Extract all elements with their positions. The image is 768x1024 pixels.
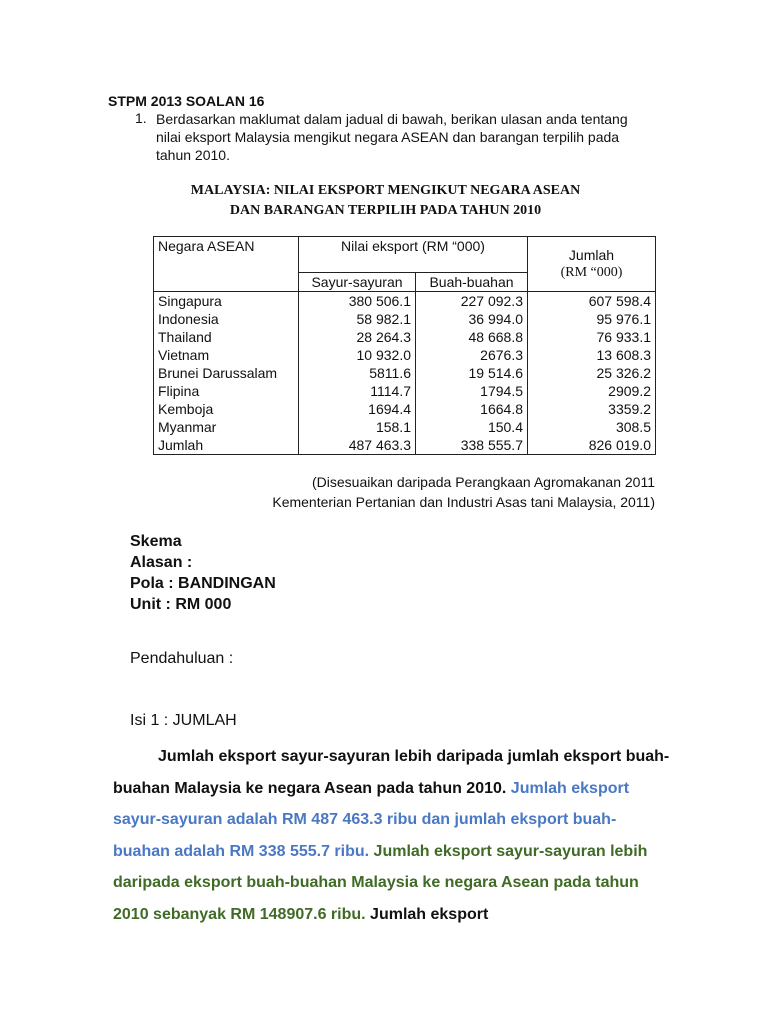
header-export-value: Nilai eksport (RM “000)	[299, 237, 528, 273]
export-table	[153, 236, 656, 455]
cell-country: Flipina	[154, 382, 299, 400]
answer-paragraph	[113, 741, 673, 930]
cell-country: Jumlah	[154, 436, 299, 455]
cell-fruits: 1664.8	[416, 400, 528, 418]
schema-reason: Alasan :	[130, 554, 193, 571]
cell-vegetables: 1114.7	[299, 382, 416, 400]
isi-label: Isi 1 : JUMLAH	[130, 712, 237, 729]
header-country: Negara ASEAN	[154, 237, 299, 292]
table-title	[108, 181, 663, 221]
cell-fruits: 1794.5	[416, 382, 528, 400]
paragraph-green-text: Jumlah eksport sayur-sayuran lebih daripada eksport buah-buahan Malaysia ke negara Asean pada tahun 2010 sebanyak RM 148907.6 ribu.	[113, 842, 648, 923]
paragraph-continuation: Jumlah eksport	[370, 905, 489, 923]
source-line-1: (Disesuaikan daripada Perangkaan Agromakanan 2011	[312, 474, 655, 490]
cell-fruits: 48 668.8	[416, 328, 528, 346]
schema-pattern: Pola : BANDINGAN	[130, 575, 276, 592]
cell-country: Vietnam	[154, 346, 299, 364]
header-fruits: Buah-buahan	[416, 273, 528, 292]
cell-vegetables: 1694.4	[299, 400, 416, 418]
source-line-2: Kementerian Pertanian dan Industri Asas tani Malaysia, 2011)	[272, 494, 655, 510]
cell-fruits: 19 514.6	[416, 364, 528, 382]
cell-total: 76 933.1	[528, 328, 656, 346]
cell-vegetables: 58 982.1	[299, 310, 416, 328]
cell-total: 25 326.2	[528, 364, 656, 382]
cell-fruits: 150.4	[416, 418, 528, 436]
cell-vegetables: 158.1	[299, 418, 416, 436]
cell-total: 826 019.0	[528, 436, 656, 455]
cell-vegetables: 10 932.0	[299, 346, 416, 364]
cell-vegetables: 487 463.3	[299, 436, 416, 455]
paragraph-statement: Jumlah eksport sayur-sayuran lebih daripada jumlah eksport buah-buahan Malaysia ke negara Asean pada tahun 2010.	[113, 748, 670, 797]
intro-label: Pendahuluan :	[130, 650, 234, 667]
paragraph-blue-text: Jumlah eksport sayur-sayuran adalah RM 487 463.3 ribu dan jumlah eksport buah-buahan adalah RM 338 555.7 ribu.	[113, 779, 630, 860]
cell-total: 3359.2	[528, 400, 656, 418]
table-source	[200, 472, 655, 512]
cell-country: Singapura	[154, 292, 299, 311]
cell-country: Kemboja	[154, 400, 299, 418]
schema-title: Skema	[130, 533, 182, 550]
cell-fruits: 227 092.3	[416, 292, 528, 311]
cell-country: Brunei Darussalam	[154, 364, 299, 382]
cell-fruits: 2676.3	[416, 346, 528, 364]
cell-vegetables: 5811.6	[299, 364, 416, 382]
cell-fruits: 36 994.0	[416, 310, 528, 328]
cell-fruits: 338 555.7	[416, 436, 528, 455]
question-text: Berdasarkan maklumat dalam jadual di bawah, berikan ulasan anda tentang nilai eksport Malaysia mengikut negara ASEAN dan barangan terpilih pada tahun 2010.	[156, 111, 628, 163]
cell-total: 308.5	[528, 418, 656, 436]
cell-total: 13 608.3	[528, 346, 656, 364]
schema-block	[130, 531, 276, 615]
table-title-line-2: DAN BARANGAN TERPILIH PADA TAHUN 2010	[229, 203, 542, 218]
header-total-unit: (RM “000)	[560, 265, 623, 280]
cell-country: Myanmar	[154, 418, 299, 436]
cell-vegetables: 28 264.3	[299, 328, 416, 346]
cell-country: Thailand	[154, 328, 299, 346]
document-heading: STPM 2013 SOALAN 16	[108, 93, 265, 109]
question-number: 1.	[135, 110, 147, 126]
table-title-line-1: MALAYSIA: NILAI EKSPORT MENGIKUT NEGARA ASEAN	[190, 183, 581, 198]
schema-unit: Unit : RM 000	[130, 596, 232, 613]
cell-total: 2909.2	[528, 382, 656, 400]
cell-vegetables: 380 506.1	[299, 292, 416, 311]
cell-total: 95 976.1	[528, 310, 656, 328]
header-vegetables: Sayur-sayuran	[299, 273, 416, 292]
header-total	[528, 237, 656, 292]
cell-country: Indonesia	[154, 310, 299, 328]
header-total-label: Jumlah	[568, 247, 615, 263]
cell-total: 607 598.4	[528, 292, 656, 311]
